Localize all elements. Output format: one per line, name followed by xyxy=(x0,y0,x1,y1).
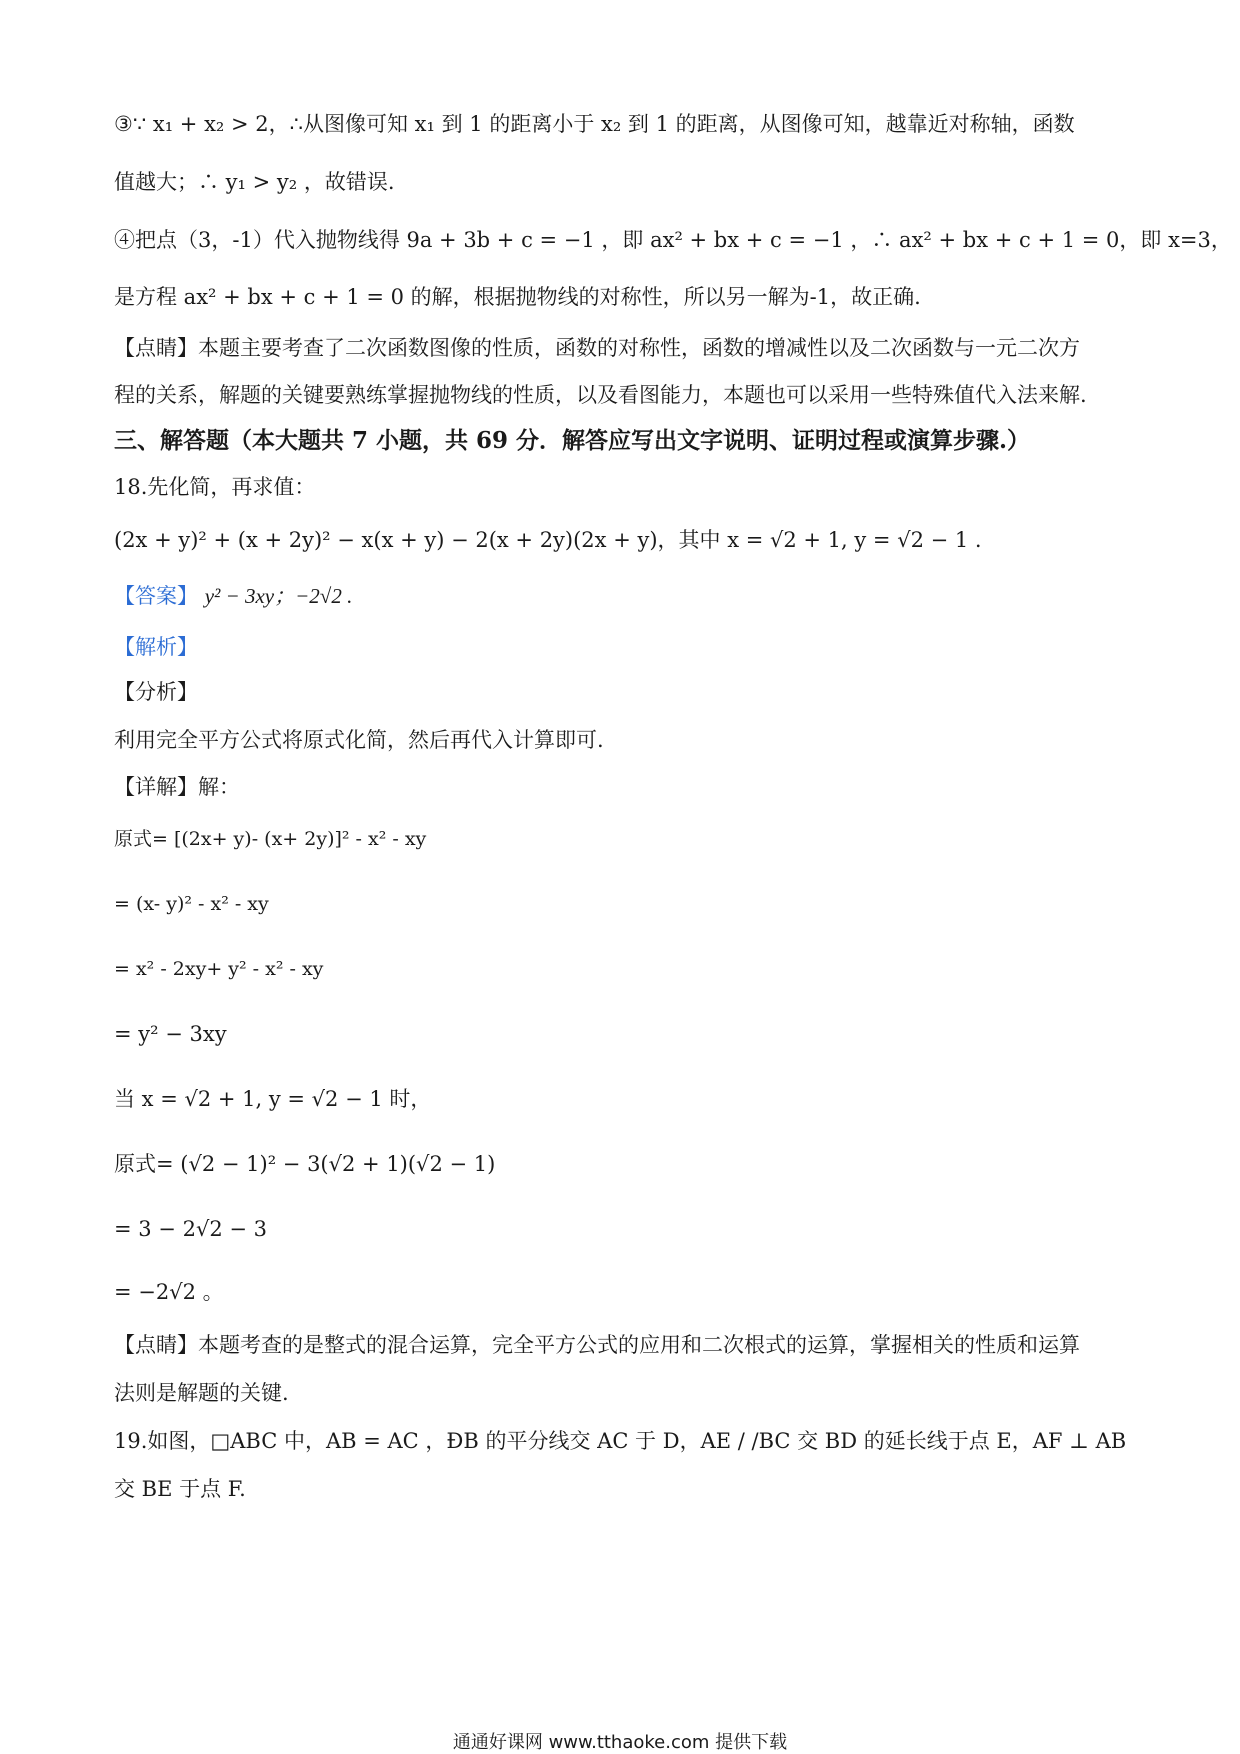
jiexi-label: 【解析】 xyxy=(114,635,198,659)
solution-step-4: = y² − 3xy xyxy=(114,1022,227,1046)
dianjing-2-cont: 法则是解题的关键. xyxy=(114,1381,289,1405)
solution-step-7: = 3 − 2√2 − 3 xyxy=(114,1217,267,1241)
solution-step-2: = (x- y)² - x² - xy xyxy=(114,893,269,915)
question-18: 18.先化简，再求值： xyxy=(114,475,316,499)
line-3: ④把点（3，-1）代入抛物线得 9a + 3b + c = −1 ，即 ax² + bx + c = −1 ，∴ ax² + bx + c + 1 = 0，即 x=3， xyxy=(114,228,1232,252)
footer-watermark: 通通好课网 www.tthaoke.com 提供下载 xyxy=(452,1732,788,1753)
dianjing-1: 【点睛】本题主要考查了二次函数图像的性质，函数的对称性，函数的增减性以及二次函数与一元二次方 xyxy=(114,336,1080,360)
line-2: 值越大；∴ y₁ > y₂ ，故错误. xyxy=(114,170,395,194)
solution-step-5: 当 x = √2 + 1, y = √2 − 1 时， xyxy=(114,1087,432,1111)
solution-step-1: 原式= [(2x+ y)- (x+ 2y)]² - x² - xy xyxy=(114,828,427,850)
question-19: 19.如图，□ABC 中，AB = AC ，ÐB 的平分线交 AC 于 D，AE / /BC 交 BD 的延长线于点 E，AF ⊥ AB xyxy=(114,1429,1127,1453)
answer-label: 【答案】 xyxy=(114,584,198,608)
question-18-expression: (2x + y)² + (x + 2y)² − x(x + y) − 2(x + 2y)(2x + y)，其中 x = √2 + 1, y = √2 − 1 . xyxy=(114,528,982,552)
fenxi-label: 【分析】 xyxy=(114,680,198,704)
dianjing-2: 【点睛】本题考查的是整式的混合运算，完全平方公式的应用和二次根式的运算，掌握相关的性质和运算 xyxy=(114,1333,1080,1357)
fenxi-text: 利用完全平方公式将原式化简，然后再代入计算即可. xyxy=(114,728,604,752)
xiangjie-label: 【详解】解： xyxy=(114,775,240,799)
solution-step-8: = −2√2 。 xyxy=(114,1280,224,1304)
solution-step-6: 原式= (√2 − 1)² − 3(√2 + 1)(√2 − 1) xyxy=(114,1152,496,1176)
line-1: ③∵ x₁ + x₂ > 2，∴从图像可知 x₁ 到 1 的距离小于 x₂ 到 1 的距离，从图像可知，越靠近对称轴，函数 xyxy=(114,112,1075,136)
dianjing-1-cont: 程的关系，解题的关键要熟练掌握抛物线的性质，以及看图能力，本题也可以采用一些特殊值代入法来解. xyxy=(114,383,1087,407)
line-4: 是方程 ax² + bx + c + 1 = 0 的解，根据抛物线的对称性，所以另一解为-1，故正确. xyxy=(114,285,921,309)
question-19-cont: 交 BE 于点 F. xyxy=(114,1477,246,1501)
solution-step-3: = x² - 2xy+ y² - x² - xy xyxy=(114,958,324,980)
answer-line xyxy=(114,584,352,609)
section-heading: 三、解答题（本大题共 7 小题，共 69 分．解答应写出文字说明、证明过程或演算步骤.） xyxy=(114,427,1031,454)
answer-value: y² − 3xy；−2√2 . xyxy=(204,584,353,608)
